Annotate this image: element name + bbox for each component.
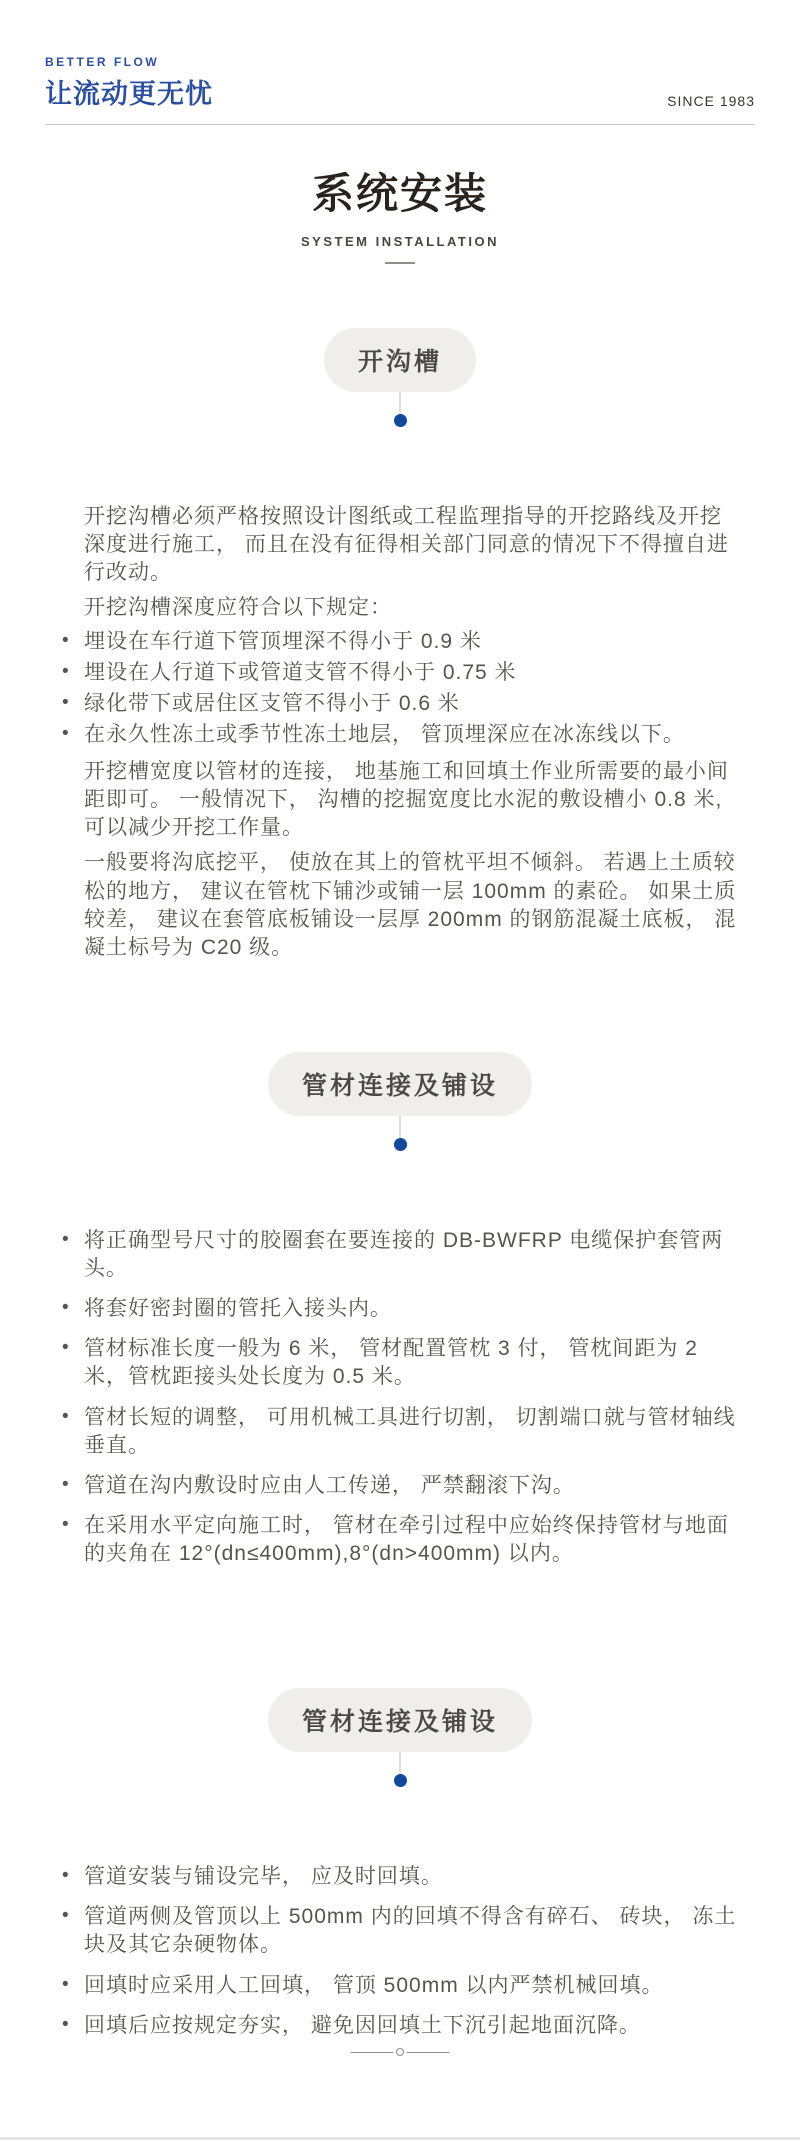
badge-connector [399,1752,401,1774]
list-item: • 管道在沟内敷设时应由人工传递， 严禁翻滚下沟。 [60,1472,740,1500]
list-item: • 埋设在人行道下或管道支管不得小于 0.75 米 [60,659,740,687]
badge-connector [399,392,401,414]
list-item: • 管道安装与铺设完毕， 应及时回填。 [60,1863,740,1891]
brand-tagline: BETTER FLOW [45,55,160,69]
brand-logo-text: 让流动更无忧 [45,79,213,109]
page-subtitle: SYSTEM INSTALLATION [301,234,499,249]
section-2-head [0,1052,800,1151]
paragraph: 开挖沟槽必须严格按照设计图纸或工程监理指导的开挖路线及开挖深度进行施工， 而且在没有征得相关部门同意的情况下不得擅自进行改动。 [84,505,729,585]
list-item: • 管材长短的调整， 可用机械工具进行切割， 切割端口就与管材轴线垂直。 [60,1404,740,1460]
section-3-content [60,1863,740,2040]
list-item: • 绿化带下或居住区支管不得小于 0.6 米 [60,690,740,718]
badge-dot-icon [394,1774,407,1787]
connection-step-list [60,1227,740,1568]
header-divider [45,124,755,125]
section-1-content [60,503,740,962]
title-block [0,161,800,264]
paragraph: 一般要将沟底挖平， 使放在其上的管枕平坦不倾斜。 若遇上土质较松的地方， 建议在管枕下铺沙或铺一层 100mm 的素砼。 如果土质较差， 建议在套管底板铺设一层厚 200mm 的钢筋混凝土底板， 混凝土标号为 C20 级。 [84,851,737,959]
title-divider [385,262,415,264]
page-title: 系统安装 [311,170,488,217]
badge-connector [399,1116,401,1138]
circle-icon [396,2048,404,2056]
paragraph: 开挖槽宽度以管材的连接， 地基施工和回填土作业所需要的最小间距即可。 一般情况下， 沟槽的挖掘宽度比水泥的敷设槽小 0.8 米, 可以减少开挖工作量。 [84,760,729,840]
section-3-head [0,1688,800,1787]
list-item: • 将正确型号尺寸的胶圈套在要连接的 DB-BWFRP 电缆保护套管两头。 [60,1227,740,1283]
section-badge: 管材连接及铺设 [268,1052,532,1116]
brand-row [45,55,755,111]
list-item: • 管道两侧及管顶以上 500mm 内的回填不得含有碎石、 砖块， 冻土块及其它杂硬物体。 [60,1903,740,1959]
section-badge: 管材连接及铺设 [268,1688,532,1752]
brand-logo [45,55,213,111]
backfill-step-list [60,1863,740,2040]
since-label: SINCE 1983 [667,93,755,109]
list-item: • 回填时应采用人工回填， 管顶 500mm 以内严禁机械回填。 [60,1972,740,2000]
list-item: • 将套好密封圈的管托入接头内。 [60,1295,740,1323]
paragraph: 开挖沟槽深度应符合以下规定： [84,596,392,620]
list-item: • 埋设在车行道下管顶埋深不得小于 0.9 米 [60,628,740,656]
list-item: • 管材标准长度一般为 6 米， 管材配置管枕 3 付， 管枕间距为 2 米，管枕距接头处长度为 0.5 米。 [60,1335,740,1391]
footer-divider [0,2048,800,2056]
footer-line-left [351,2052,393,2053]
list-item: • 在采用水平定向施工时， 管材在牵引过程中应始终保持管材与地面的夹角在 12°(dn≤400mm),8°(dn>400mm) 以内。 [60,1512,740,1568]
section-1-head [0,328,800,427]
list-item: • 回填后应按规定夯实， 避免因回填土下沉引起地面沉降。 [60,2012,740,2040]
badge-dot-icon [394,1138,407,1151]
section-2-content [60,1227,740,1568]
badge-dot-icon [394,414,407,427]
depth-rule-list [60,628,740,750]
section-badge: 开沟槽 [324,328,476,392]
footer-line-right [407,2052,449,2053]
header [0,0,800,125]
list-item: • 在永久性冻土或季节性冻土地层， 管顶埋深应在冰冻线以下。 [60,721,740,749]
